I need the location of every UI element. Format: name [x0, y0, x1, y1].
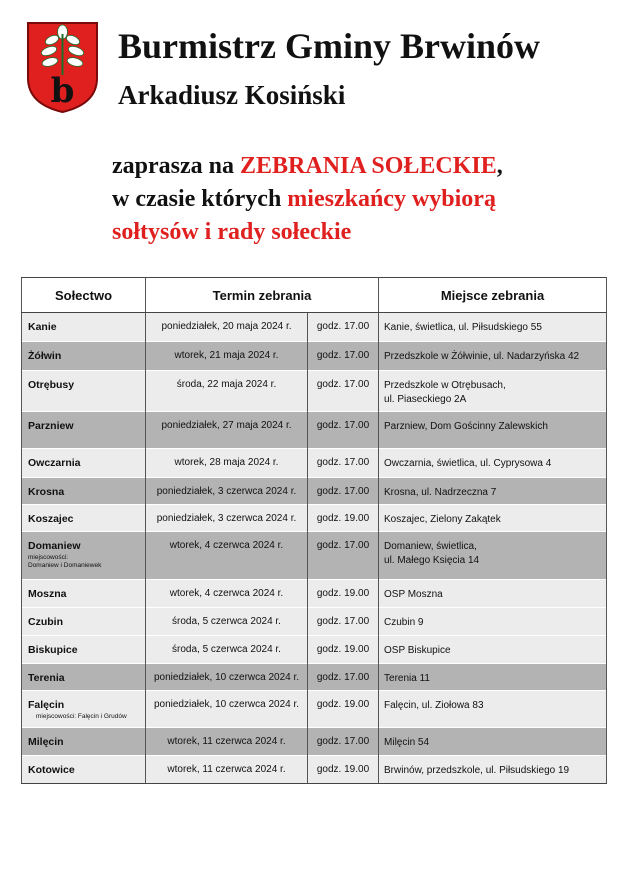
meeting-type: ZEBRANIA SOŁECKIE [240, 153, 497, 179]
table-row: Kanie poniedziałek, 20 maja 2024 r. godz. 17.00 Kanie, świetlica, ul. Piłsudskiego 55 [22, 313, 607, 342]
invitation-text: zaprasza na ZEBRANIA SOŁECKIE, w czasie których mieszkańcy wybiorą sołtysów i rady sołeckie [112, 153, 503, 245]
table-row: Owczarnia wtorek, 28 maja 2024 r. godz. 17.00 Owczarnia, świetlica, ul. Cyprysowa 4 [22, 449, 607, 478]
mayor-name: Arkadiusz Kosiński [118, 80, 346, 110]
table-row: Kotowice wtorek, 11 czerwca 2024 r. godz. 19.00 Brwinów, przedszkole, ul. Piłsudskiego 19 [22, 756, 607, 784]
table-row: Koszajec poniedziałek, 3 czerwca 2024 r. godz. 19.00 Koszajec, Zielony Zakątek [22, 505, 607, 532]
table-row: Krosna poniedziałek, 3 czerwca 2024 r. godz. 17.00 Krosna, ul. Nadrzeczna 7 [22, 478, 607, 505]
table-row: Otrębusy środa, 22 maja 2024 r. godz. 17.00 Przedszkole w Otrębusach, ul. Piaseckiego 2A [22, 371, 607, 412]
table-row: Falęcin miejscowości: Falęcin i Grudów poniedziałek, 10 czerwca 2024 r. godz. 19.00 Falęcin, ul. Ziołowa 83 [22, 691, 607, 728]
table-row: Żółwin wtorek, 21 maja 2024 r. godz. 17.00 Przedszkole w Żółwinie, ul. Nadarzyńska 42 [22, 342, 607, 371]
header-miejsce: Miejsce zebrania [379, 278, 607, 313]
page-title: Burmistrz Gminy Brwinów [118, 26, 540, 66]
table-row: Czubin środa, 5 czerwca 2024 r. godz. 17.00 Czubin 9 [22, 608, 607, 636]
table-row: Parzniew poniedziałek, 27 maja 2024 r. godz. 17.00 Parzniew, Dom Gościnny Zalewskich [22, 412, 607, 449]
schedule-table [21, 277, 607, 784]
table-row: Moszna wtorek, 4 czerwca 2024 r. godz. 19.00 OSP Moszna [22, 580, 607, 608]
table-row: Biskupice środa, 5 czerwca 2024 r. godz. 19.00 OSP Biskupice [22, 636, 607, 664]
header-termin: Termin zebrania [146, 278, 379, 313]
header-solectwo: Sołectwo [22, 278, 146, 313]
brwinow-crest-icon [25, 20, 100, 114]
table-row: Terenia poniedziałek, 10 czerwca 2024 r. godz. 17.00 Terenia 11 [22, 664, 607, 691]
table-row: Domaniew miejscowości: Domaniew i Domaniewek wtorek, 4 czerwca 2024 r. godz. 17.00 Domaniew, świetlica, ul. Małego Księcia 14 [22, 532, 607, 580]
crest-letter: b [50, 71, 75, 111]
table-header-row [22, 278, 607, 313]
table-row: Milęcin wtorek, 11 czerwca 2024 r. godz. 17.00 Milęcin 54 [22, 728, 607, 756]
